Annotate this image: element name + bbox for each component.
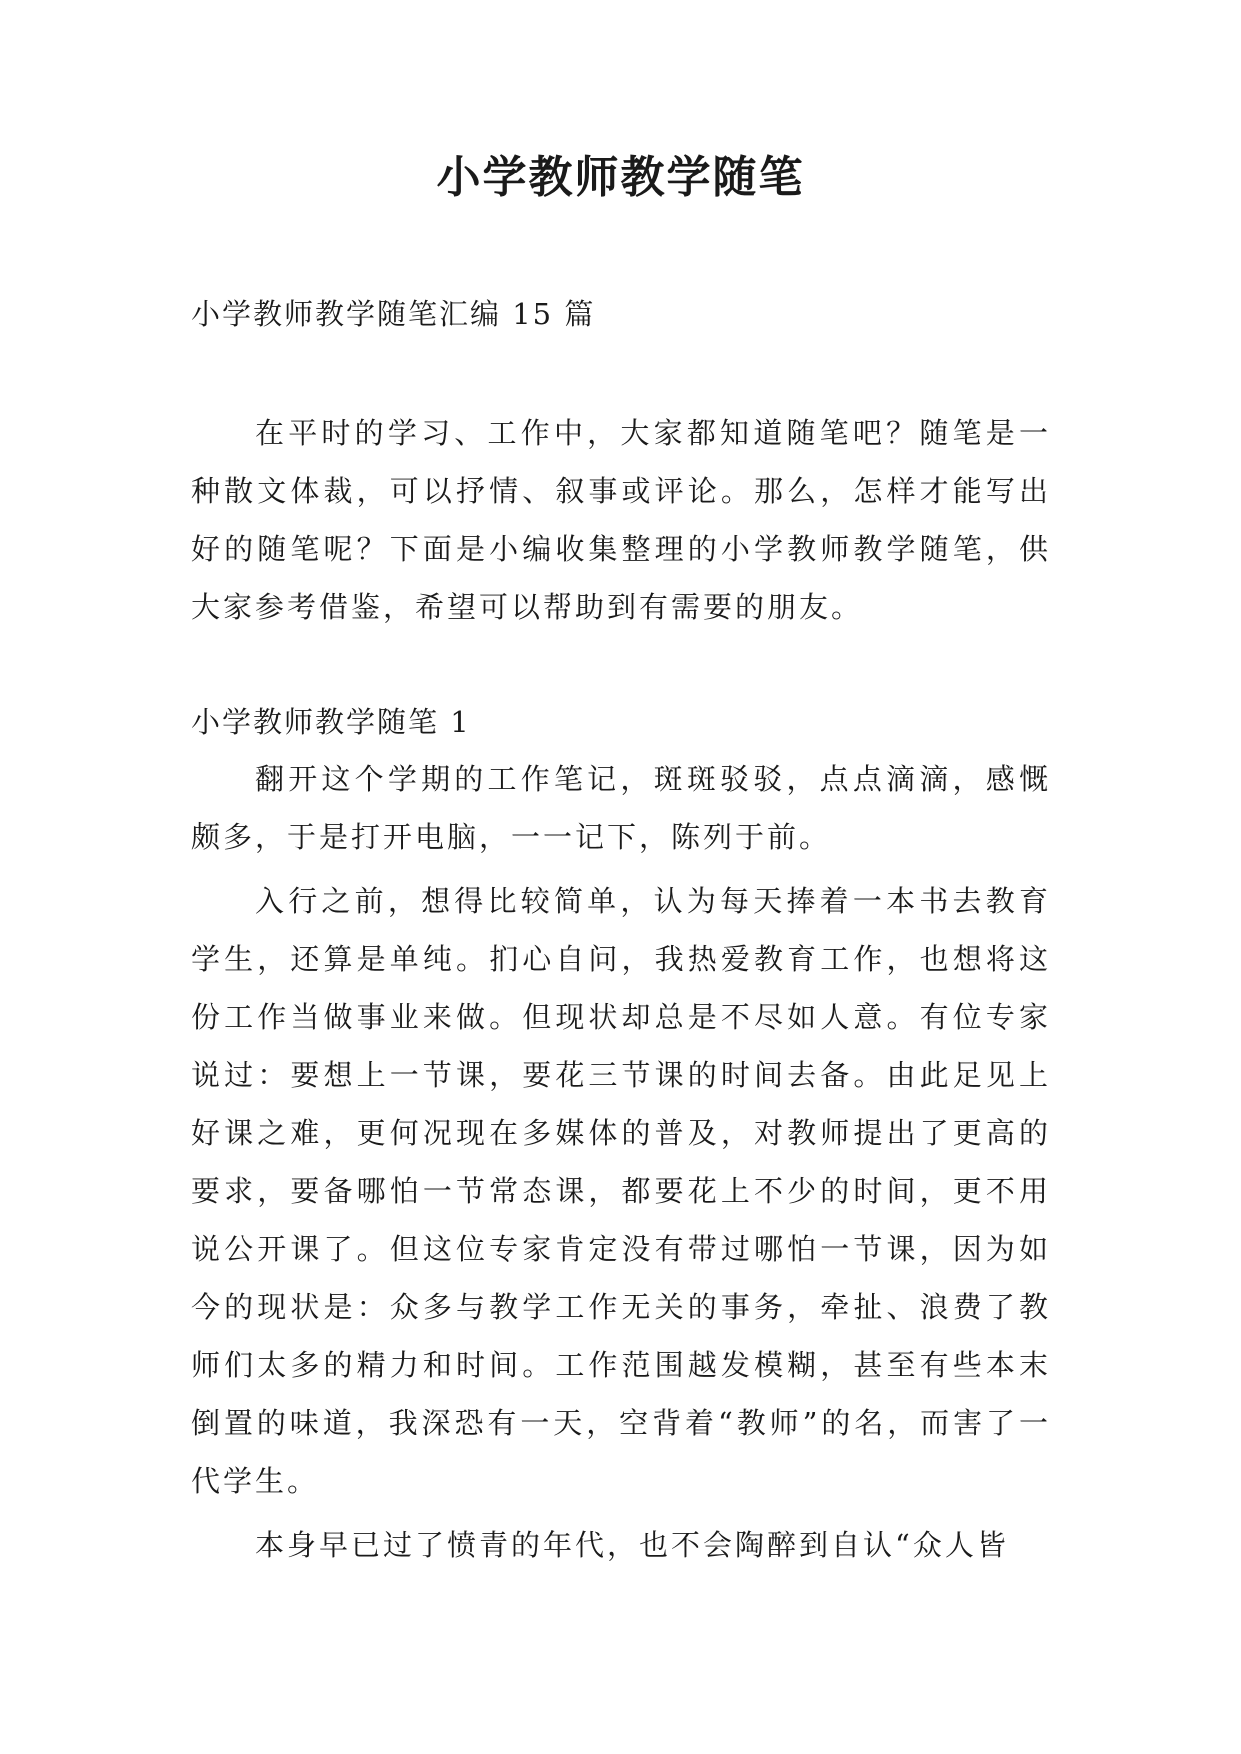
intro-paragraph: 在平时的学习、工作中，大家都知道随笔吧？随笔是一种散文体裁，可以抒情、叙事或评论。那么，怎样才能写出好的随笔呢？下面是小编收集整理的小学教师教学随笔，供大家参考借鉴，希望可以帮助到有需要的朋友。: [191, 416, 1051, 624]
body-paragraph: 本身早已过了愤青的年代，也不会陶醉到自认“众人皆: [255, 1528, 1009, 1562]
document-title: 小学教师教学随笔: [436, 152, 805, 203]
document-subtitle: 小学教师教学随笔汇编 15 篇: [191, 297, 596, 331]
body-paragraph: 入行之前，想得比较简单，认为每天捧着一本书去教育学生，还算是单纯。扪心自问，我热爱教育工作，也想将这份工作当做事业来做。但现状却总是不尽如人意。有位专家说过：要想上一节课，要花三节课的时间去备。由此足见上好课之难，更何况现在多媒体的普及，对教师提出了更高的要求，要备哪怕一节常态课，都要花上不少的时间，更不用说公开课了。但这位专家肯定没有带过哪怕一节课，因为如今的现状是：众多与教学工作无关的事务，牵扯、浪费了教师们太多的精力和时间。工作范围越发模糊，甚至有些本末倒置的味道，我深恐有一天，空背着“教师”的名，而害了一代学生。: [191, 884, 1051, 1498]
section-heading: 小学教师教学随笔 1: [191, 705, 471, 739]
body-paragraph: 翻开这个学期的工作笔记，斑斑驳驳，点点滴滴，感慨颇多，于是打开电脑，一一记下，陈列于前。: [191, 762, 1051, 854]
section-body: [191, 750, 1051, 1580]
